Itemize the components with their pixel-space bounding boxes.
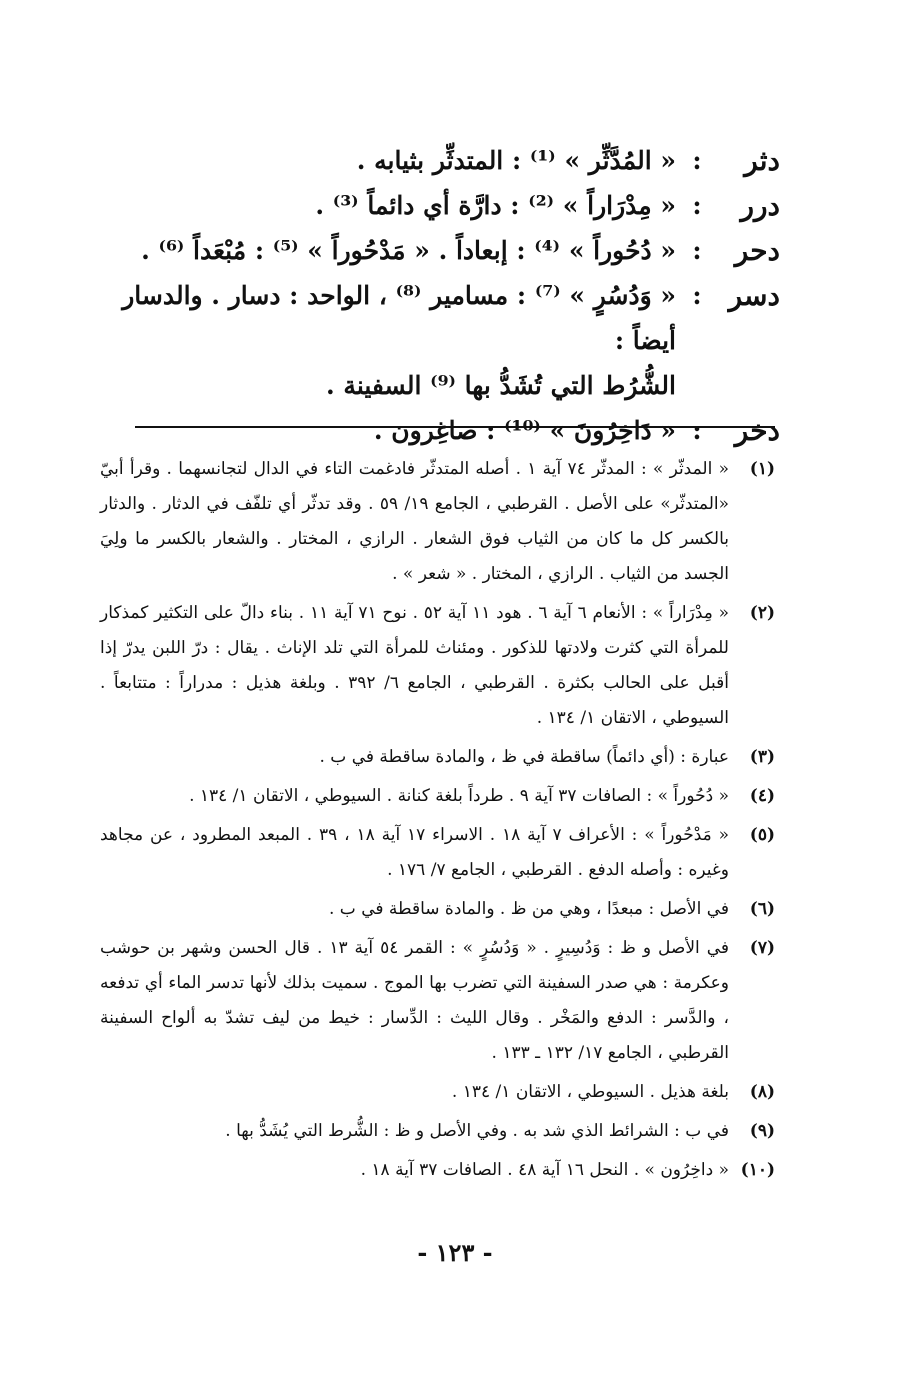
footnote-number: (٤) [749, 786, 775, 806]
footnote [100, 740, 775, 775]
page-number: - ١٢٣ - [417, 1238, 493, 1267]
entry-separator: : [692, 236, 702, 265]
footnote [100, 818, 775, 888]
footnote [100, 452, 775, 592]
entry-definition: « مِدْرَاراً » ⁽²⁾ : دارَّة أي دائماً ⁽³⁾ . [315, 191, 676, 220]
footnote-number: (٣) [749, 747, 775, 767]
footnote-number: (٥) [749, 825, 775, 845]
glossary-entry [100, 408, 780, 453]
footnote-text: في ب : الشرائط الذي شد به . وفي الأصل و ظ : الشُّرط التي يُشَدُّ بها . [225, 1121, 729, 1141]
footnote-text: « مَدْحُوراً » : الأعراف ٧ آية ١٨ . الاسراء ١٧ آية ١٨ ، ٣٩ . المبعد المطرود ، عن مجاهد وغيره : وأصله الدفع . القرطبي ، الجامع ٧/ ١٧٦ . [100, 825, 729, 880]
glossary-entries [100, 138, 780, 453]
footnote [100, 1114, 775, 1149]
entry-definition [100, 273, 676, 408]
footnote [100, 1153, 775, 1188]
glossary-entry [100, 138, 780, 183]
entry-definition: « دَاخِرُونَ » ⁽¹⁰⁾ : صاغِرون . [373, 416, 676, 445]
footnote-number: (١) [749, 459, 775, 479]
entry-separator: : [692, 191, 702, 220]
footnote-text: « المدثّر » : المدثّر ٧٤ آية ١ . أصله المتدثّر فادغمت التاء في الدال لتجانسهما . وقرأ أبيّ «المتدثّر» على الأصل . القرطبي ، الجامع ١٩/ ٥٩ . وقد تدثّر أي تلفّف في الدثار . والدثار بالكسر كل ما كان من الثياب فوق الشعار . الرازي ، المختار . والشعار بالكسر ما ولِيَ الجسد من الثياب . الرازي ، المختار . « شعر » . [100, 459, 730, 584]
entry-definition: « دُحُوراً » ⁽⁴⁾ : إبعاداً . « مَدْحُوراً » ⁽⁵⁾ : مُبْعَداً ⁽⁶⁾ . [141, 236, 676, 265]
footnote-number: (٨) [749, 1082, 775, 1102]
footnote-number: (٦) [749, 899, 775, 919]
entry-root: دسر [728, 279, 780, 312]
footnote-text: بلغة هذيل . السيوطي ، الاتقان ١/ ١٣٤ . [451, 1082, 729, 1102]
entry-definition-continuation: الشُّرُط التي تُشَدُّ بها ⁽⁹⁾ السفينة . [326, 371, 676, 400]
glossary-entry [100, 273, 780, 408]
footnote-number: (٢) [749, 603, 775, 623]
footnote [100, 892, 775, 927]
entry-root: دحر [734, 234, 780, 267]
footnotes [100, 452, 775, 1192]
footnote-text: في الأصل و ظ : وَدُسِيرٍ . « وَدُسُرٍ » : القمر ٥٤ آية ١٣ . قال الحسن وشهر بن حوشب وعكرمة : هي صدر السفينة التي تضرب بها الموج . سميت بذلك لأنها تدسر الماء أي تدفعه ، والدَّسر : الدفع والمَخْر . وقال الليث : الدِّسار : خيط من ليف تشدّ به ألواح السفينة القرطبي ، الجامع ١٧/ ١٣٢ ـ ١٣٣ . [100, 938, 729, 1063]
footnote-text: في الأصل : مبعدًا ، وهي من ظ . والمادة ساقطة في ب . [329, 899, 729, 919]
footnote [100, 596, 775, 736]
glossary-entry [100, 183, 780, 228]
footnote-number: (٧) [749, 938, 775, 958]
footnote-divider [135, 426, 775, 428]
entry-root: دثر [744, 144, 780, 177]
footnote-text: « دُحُوراً » : الصافات ٣٧ آية ٩ . طرداً بلغة كنانة . السيوطي ، الاتقان ١/ ١٣٤ . [189, 786, 729, 806]
footnote-text: « داخِرُون » . النحل ١٦ آية ٤٨ . الصافات ٣٧ آية ١٨ . [360, 1160, 729, 1180]
entry-definition: « المُدَّثِّر » ⁽¹⁾ : المتدثِّر بثيابه . [356, 146, 676, 175]
glossary-entry [100, 228, 780, 273]
entry-separator: : [692, 146, 702, 175]
entry-root: دخر [734, 414, 780, 447]
entry-separator: : [692, 416, 702, 445]
entry-definition-line: « وَدُسُرٍ » ⁽⁷⁾ : مسامير ⁽⁸⁾ ، الواحد : دسار . والدسار أيضاً : [122, 281, 676, 355]
footnote-text: عبارة : (أي دائماً) ساقطة في ظ ، والمادة ساقطة في ب . [319, 747, 729, 767]
entry-separator: : [692, 281, 702, 310]
entry-root: درر [740, 189, 780, 222]
footnote-text: « مِدْرَاراً » : الأنعام ٦ آية ٦ . هود ١١ آية ٥٢ . نوح ٧١ آية ١١ . بناء دالّ على التكثير كمذكار للمرأة التي كثرت ولادتها للذكور . ومئناث للمرأة التي تلد الإناث . يقال : درّ اللبن يدرّ إذا أقبل على الحالب بكثرة . القرطبي ، الجامع ٦/ ٣٩٢ . وبلغة هذيل : مدراراً : متتابعاً . السيوطي ، الاتقان ١/ ١٣٤ . [100, 603, 730, 728]
footnote-number: (٩) [749, 1121, 775, 1141]
footnote [100, 779, 775, 814]
footnote-number: (١٠) [740, 1160, 775, 1180]
footnote [100, 1075, 775, 1110]
footnote [100, 931, 775, 1071]
